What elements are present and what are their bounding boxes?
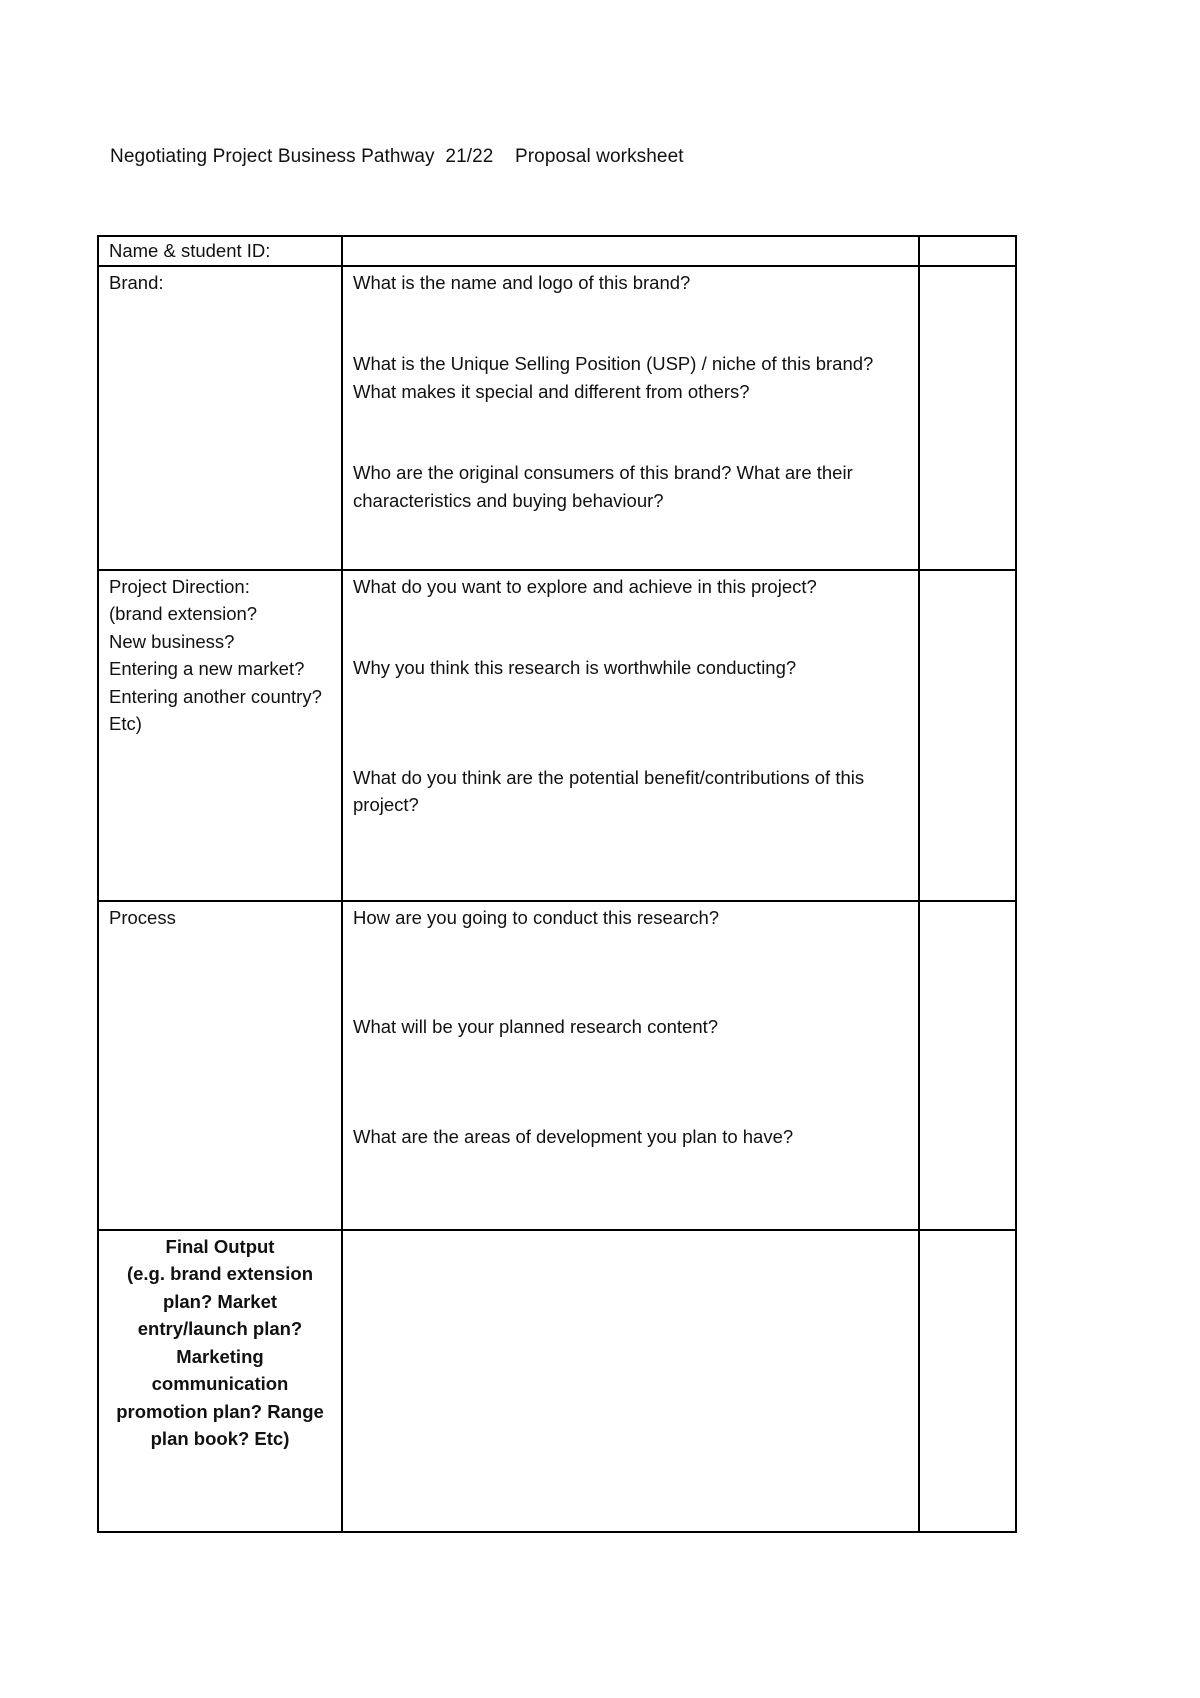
process-extra-cell	[919, 901, 1016, 1230]
table-row-brand	[98, 266, 1016, 570]
page-title: Negotiating Project Business Pathway 21/22 Proposal worksheet	[110, 146, 684, 167]
final-output-label: Final Output (e.g. brand extension plan? Market entry/launch plan? Marketing communication promotion plan? Range plan book? Etc)	[98, 1230, 342, 1532]
project-direction-extra-cell	[919, 570, 1016, 901]
process-question: How are you going to conduct this research?	[353, 906, 720, 928]
project-direction-question: What do you think are the potential benefit/contributions of this project?	[353, 766, 865, 815]
brand-questions-cell[interactable]	[342, 266, 919, 570]
table-row-final-output	[98, 1230, 1016, 1532]
brand-question: Who are the original consumers of this brand? What are their characteristics and buying behaviour?	[353, 462, 853, 511]
table-row-project-direction	[98, 570, 1016, 901]
name-extra-cell	[919, 236, 1016, 266]
project-direction-question: What do you want to explore and achieve in this project?	[353, 575, 817, 597]
project-direction-questions-cell[interactable]	[342, 570, 919, 901]
brand-question: What is the Unique Selling Position (USP) / niche of this brand? What makes it special and different from others?	[353, 353, 874, 402]
project-direction-question: Why you think this research is worthwhile conducting?	[353, 657, 797, 678]
project-direction-label: Project Direction: (brand extension? New business? Entering a new market? Entering another country? Etc)	[98, 570, 342, 901]
process-questions-cell[interactable]	[342, 901, 919, 1230]
process-label: Process	[98, 901, 342, 1230]
table-row-name	[98, 236, 1016, 266]
brand-extra-cell	[919, 266, 1016, 570]
name-label: Name & student ID:	[98, 236, 342, 266]
process-question: What are the areas of development you plan to have?	[353, 1125, 794, 1147]
brand-label: Brand:	[98, 266, 342, 570]
brand-question: What is the name and logo of this brand?	[353, 271, 691, 293]
final-output-extra-cell	[919, 1230, 1016, 1532]
name-input-cell[interactable]	[342, 236, 919, 266]
final-output-cell[interactable]	[342, 1230, 919, 1532]
proposal-worksheet-table	[97, 235, 1017, 1533]
process-question: What will be your planned research content?	[353, 1016, 719, 1037]
table-row-process	[98, 901, 1016, 1230]
